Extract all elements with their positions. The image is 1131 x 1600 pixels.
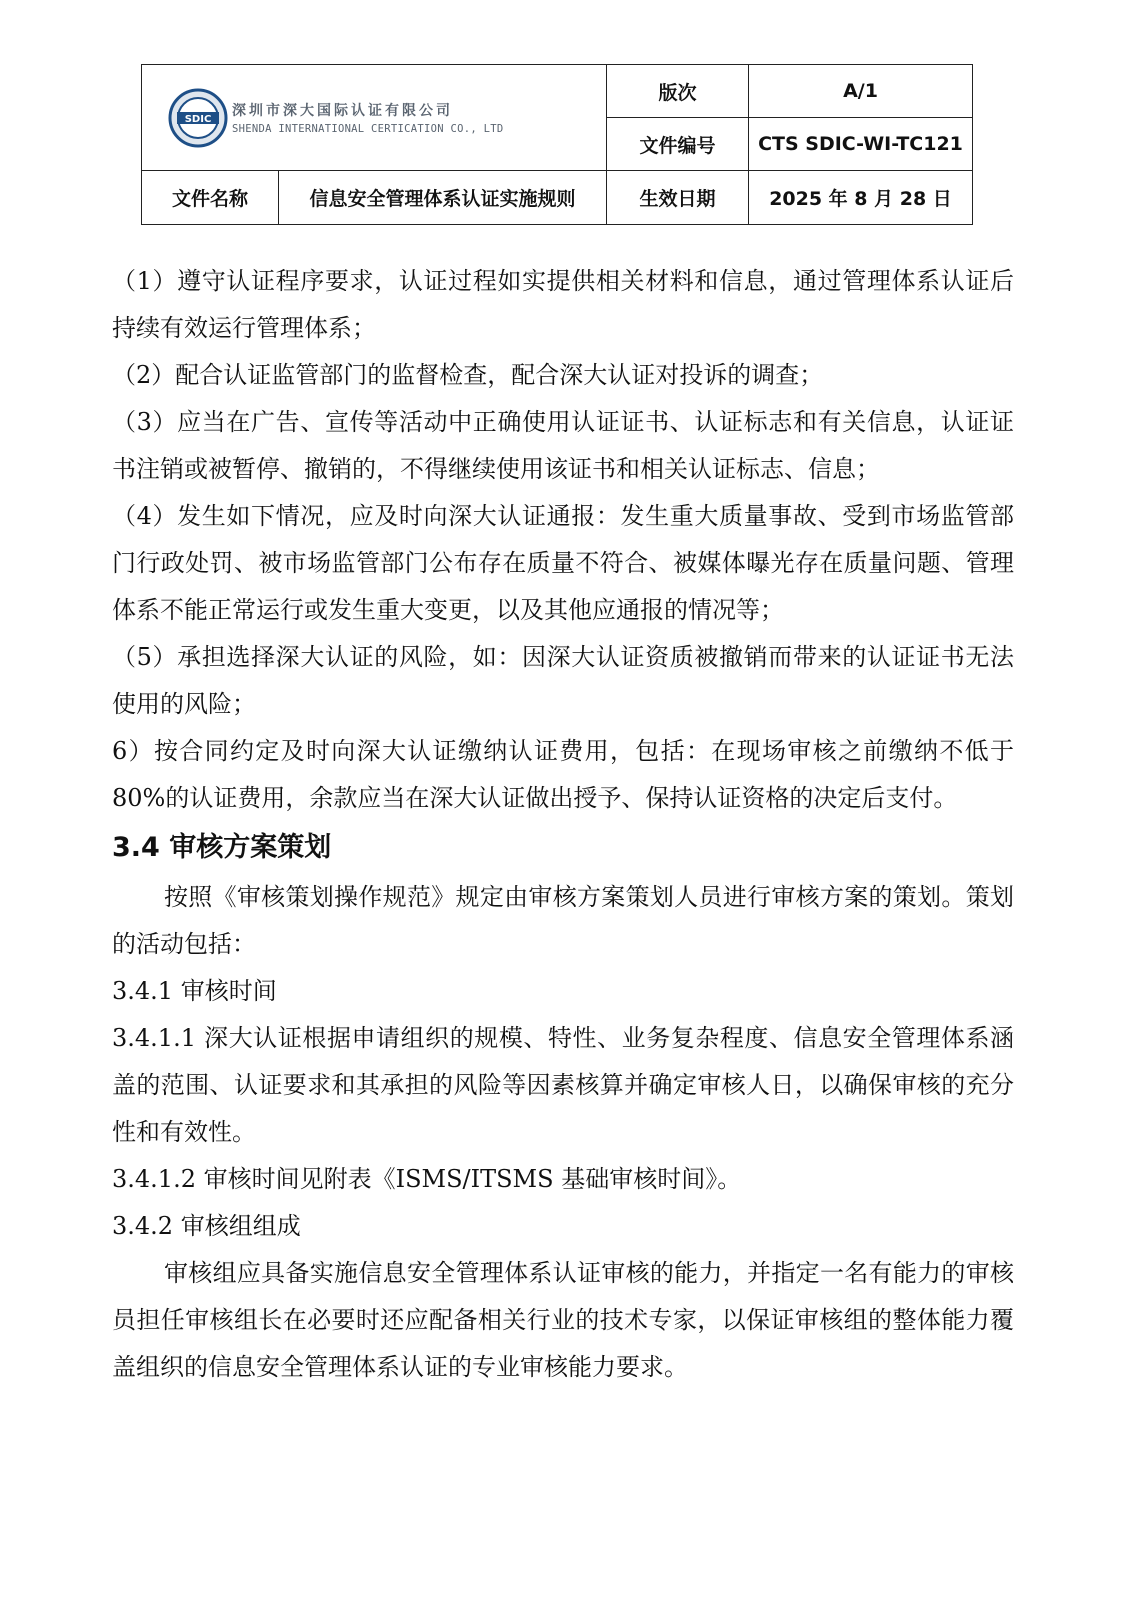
doc-number-label: 文件编号 (607, 118, 749, 171)
subsection-heading-3-4-1: 3.4.1 审核时间 (112, 977, 277, 1005)
paragraph-7: 按照《审核策划操作规范》规定由审核方案策划人员进行审核方案的策划。策划的活动包括： (112, 883, 1014, 958)
paragraph-5: （5）承担选择深大认证的风险，如：因深大认证资质被撤销而带来的认证证书无法使用的风险； (112, 643, 1014, 718)
version-value: A/1 (749, 65, 973, 118)
paragraph-3: （3）应当在广告、宣传等活动中正确使用认证证书、认证标志和有关信息，认证证书注销或被暂停、撤销的，不得继续使用该证书和相关认证标志、信息； (112, 408, 1014, 483)
company-logo-icon (168, 88, 228, 148)
paragraph-1: （1）遵守认证程序要求，认证过程如实提供相关材料和信息，通过管理体系认证后持续有效运行管理体系； (112, 267, 1014, 342)
document-header-table (141, 64, 973, 225)
company-logo-cell (142, 65, 607, 171)
doc-name-value: 信息安全管理体系认证实施规则 (279, 171, 607, 225)
paragraph-4: （4）发生如下情况，应及时向深大认证通报：发生重大质量事故、受到市场监管部门行政处罚、被市场监管部门公布存在质量不符合、被媒体曝光存在质量问题、管理体系不能正常运行或发生重大变更，以及其他应通报的情况等； (112, 502, 1014, 624)
paragraph-2: （2）配合认证监管部门的监督检查，配合深大认证对投诉的调查； (112, 361, 824, 389)
doc-number-value: CTS SDIC-WI-TC121 (749, 118, 973, 171)
effective-date-label: 生效日期 (607, 171, 749, 225)
subsection-heading-3-4-2: 3.4.2 审核组组成 (112, 1212, 301, 1240)
version-label: 版次 (607, 65, 749, 118)
paragraph-6: 6）按合同约定及时向深大认证缴纳认证费用，包括：在现场审核之前缴纳不低于 80%的认证费用，余款应当在深大认证做出授予、保持认证资格的决定后支付。 (112, 737, 1014, 812)
company-name-en: SHENDA INTERNATIONAL CERTICATION CO., LTD (232, 123, 504, 135)
company-name-cn: 深圳市深大国际认证有限公司 (232, 103, 453, 119)
effective-date-value: 2025 年 8 月 28 日 (749, 171, 973, 225)
section-heading-3-4: 3.4 审核方案策划 (112, 832, 332, 863)
paragraph-10: 审核组应具备实施信息安全管理体系认证审核的能力，并指定一名有能力的审核员担任审核组长在必要时还应配备相关行业的技术专家，以保证审核组的整体能力覆盖组织的信息安全管理体系认证的专业审核能力要求。 (112, 1259, 1014, 1381)
logo-text: SDIC (184, 113, 212, 125)
document-body (112, 258, 1014, 1391)
paragraph-9: 3.4.1.2 审核时间见附表《ISMS/ITSMS 基础审核时间》。 (112, 1165, 742, 1193)
doc-name-label: 文件名称 (142, 171, 279, 225)
paragraph-8: 3.4.1.1 深大认证根据申请组织的规模、特性、业务复杂程度、信息安全管理体系涵盖的范围、认证要求和其承担的风险等因素核算并确定审核人日，以确保审核的充分性和有效性。 (112, 1024, 1014, 1146)
